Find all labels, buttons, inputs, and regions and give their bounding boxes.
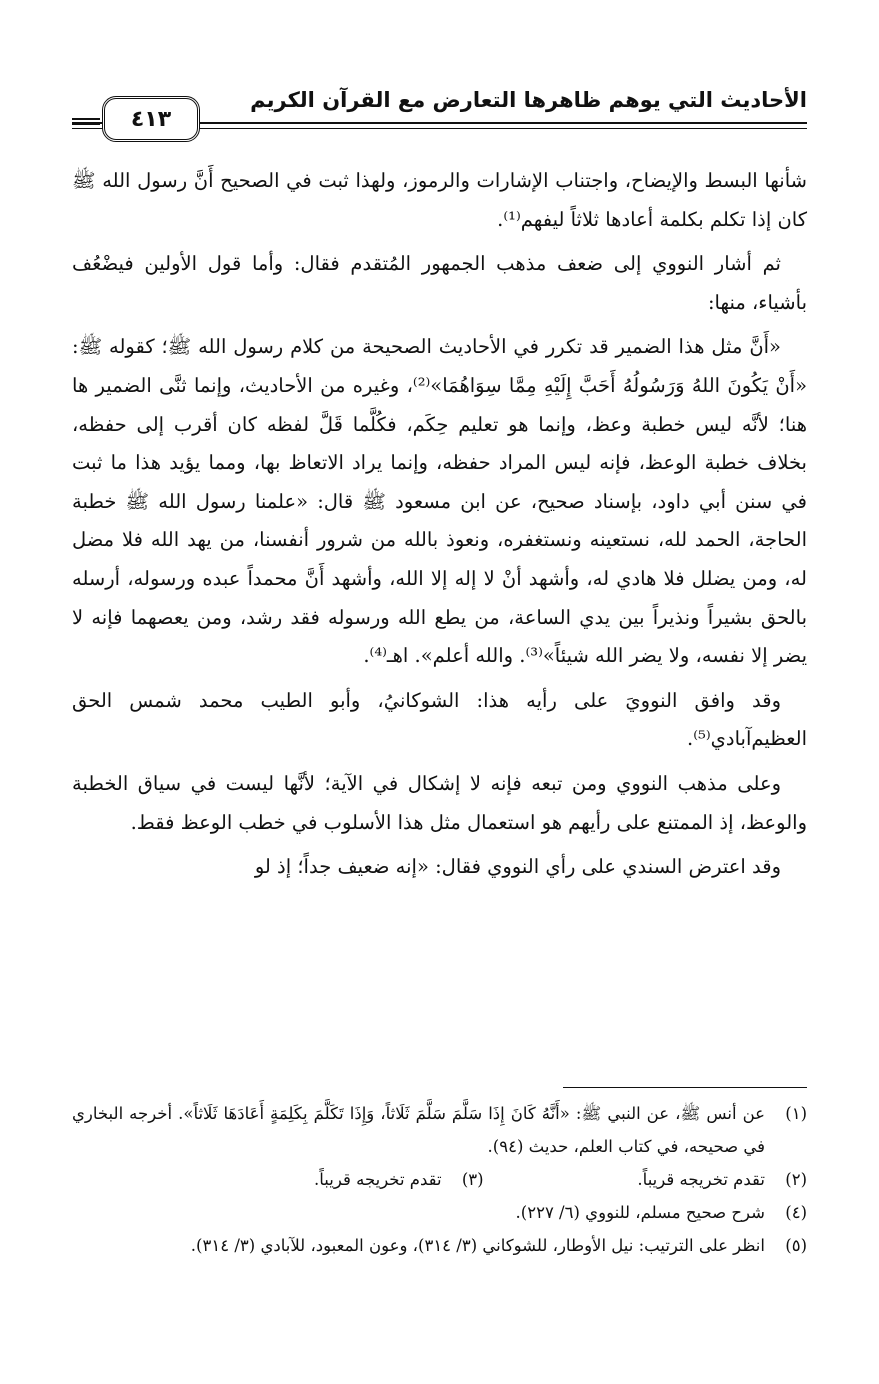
paragraph: وعلى مذهب النووي ومن تبعه فإنه لا إشكال في الآية؛ لأنَّها ليست في سياق الخطبة والوعظ، إذ الممتنع على رأيهم هو استعمال مثل هذا الأسلوب في خطب الوعظ فقط.	[72, 771, 807, 834]
footnote	[116, 1163, 484, 1196]
footnote-text: عن أنس ﷺ، عن النبي ﷺ: «أَنَّهُ كَانَ إِذَا سَلَّمَ سَلَّمَ ثَلَاثاً، وَإِذَا تَكَلَّمَ بِكَلِمَةٍ أَعَادَهَا ثَلَاثاً». أخرجه البخاري في صحيحه، في كتاب العلم، حديث (٩٤).	[72, 1104, 765, 1156]
footnote	[72, 1196, 807, 1229]
footnote	[72, 1097, 807, 1163]
footnote	[484, 1163, 807, 1196]
running-title: الأحاديث التي يوهم ظاهرها التعارض مع القرآن الكريم	[250, 88, 807, 112]
footnote-number: (٢)	[785, 1170, 807, 1189]
footnotes	[72, 1097, 807, 1262]
footnote-pair	[72, 1163, 807, 1196]
footnote-number: (٤)	[785, 1203, 807, 1222]
footnote-number: (٥)	[785, 1236, 807, 1255]
paragraph: ثم أشار النووي إلى ضعف مذهب الجمهور المُتقدم فقال: وأما قول الأولين فيضْعُف بأشياء، منها:	[72, 252, 807, 314]
header-dash	[72, 118, 100, 120]
paragraph: شأنها البسط والإيضاح، واجتناب الإشارات والرموز، ولهذا ثبت في الصحيح أَنَّ رسول الله ﷺ كان إذا تكلم بكلمة أعادها ثلاثاً ليفهم⁽¹⁾.	[72, 169, 807, 231]
page-number-frame	[102, 96, 200, 142]
page-header	[72, 82, 807, 142]
footnote-text: انظر على الترتيب: نيل الأوطار، للشوكاني (٣/ ٣١٤)، وعون المعبود، للآبادي (٣/ ٣١٤).	[190, 1236, 765, 1255]
quotation-paragraph: «أَنَّ مثل هذا الضمير قد تكرر في الأحاديث الصحيحة من كلام رسول الله ﷺ؛ كقوله ﷺ: «أَنْ يَكُونَ اللهُ وَرَسُولُهُ أَحَبَّ إِلَيْهِ مِمَّا سِوَاهُمَا»⁽²⁾، وغيره من الأحاديث، وإنما ثنَّى الضمير ها هنا؛ لأنَّه ليس خطبة وعظ، وإنما هو تعليم حِكَم، فكُلَّما قَلَّ لفظه كان أقرب إلى حفظه، بخلاف خطبة الوعظ، فإنه ليس المراد حفظه، وإنما يراد الاتعاظ بها، ومما يؤيد هذا ما ثبت في سنن أبي داود، بإسناد صحيح، عن ابن مسعود ﷺ قال: «علمنا رسول الله ﷺ خطبة الحاجة، الحمد لله، نستعينه ونستغفره، ونعوذ بالله من شرور أنفسنا، من يهد الله فلا مضل له، ومن يضلل فلا هادي له، وأشهد أنْ لا إله إلا الله، وأشهد أَنَّ محمداً عبده ورسوله، أرسله بالحق بشيراً ونذيراً بين يدي الساعة، من يطع الله ورسوله فقد رشد، ومن يعصهما فإنه لا يضر إلا نفسه، ولا يضر الله شيئاً»⁽³⁾. والله أعلم». اهـ⁽⁴⁾.	[72, 335, 807, 668]
main-text	[72, 162, 807, 887]
footnote-number: (٣)	[461, 1170, 484, 1189]
footnote-text: شرح صحيح مسلم، للنووي (٦/ ٢٢٧).	[515, 1203, 765, 1222]
paragraph: وقد وافق النوويَ على رأيه هذا: الشوكانيُ، وأبو الطيب محمد شمس الحق العظيم‌آبادي⁽⁵⁾.	[72, 688, 807, 751]
footnote	[72, 1229, 807, 1262]
page-number: ٤١٣	[130, 106, 172, 132]
footnote-text: تقدم تخريجه قريباً.	[637, 1170, 765, 1189]
footnote-number: (١)	[785, 1104, 807, 1123]
footnote-text: تقدم تخريجه قريباً.	[314, 1170, 442, 1189]
footnote-separator	[563, 1087, 807, 1088]
header-dash-thin	[72, 124, 100, 125]
paragraph: وقد اعترض السندي على رأي النووي فقال: «إنه ضعيف جداً؛ إذ لو	[254, 855, 781, 879]
